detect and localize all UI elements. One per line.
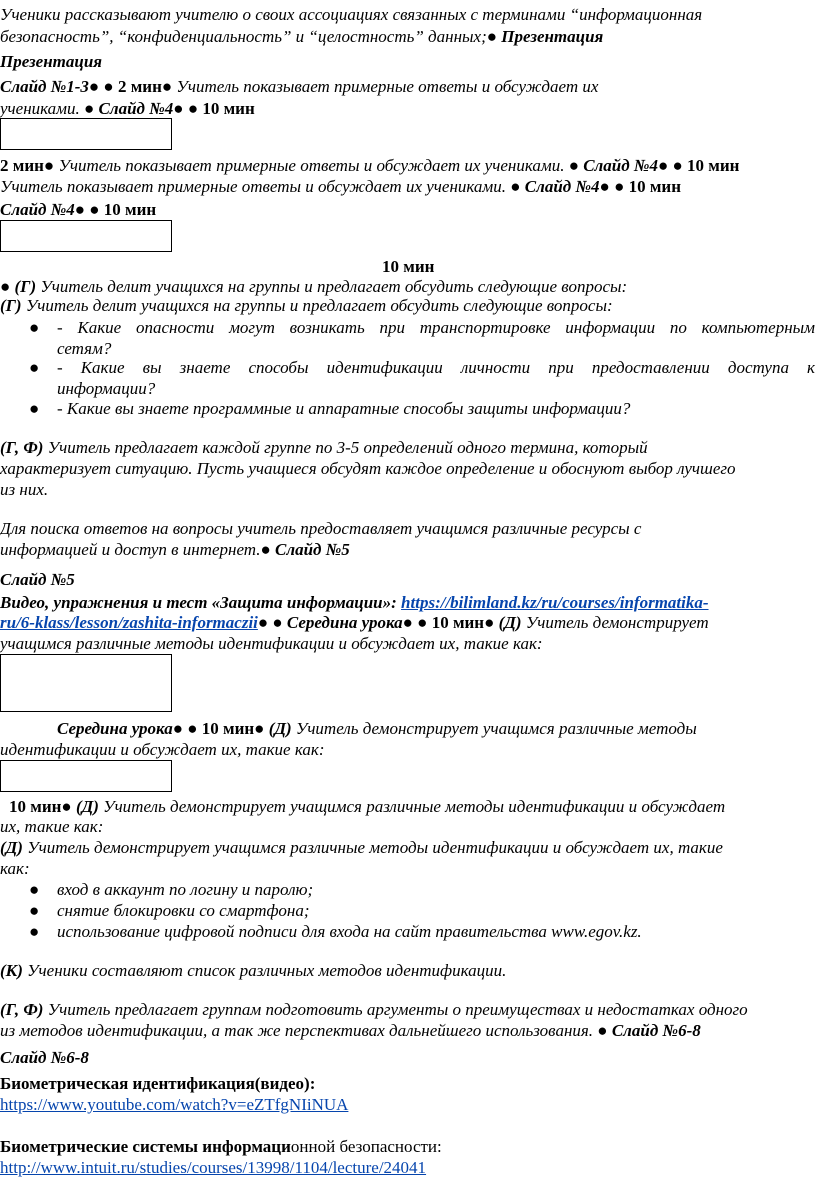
text: (Г, Ф) [0,1000,44,1019]
text-line [0,518,641,540]
text: ● 10 мин [89,200,157,219]
bullet-icon: ● [29,399,40,418]
text-line [0,1020,701,1042]
bullet-icon: ● [29,880,40,899]
text: ● Слайд №5 [260,540,350,559]
text: Учитель делит учащихся на группы и предлагает обсудить следующие вопросы: [21,296,613,315]
text: Учитель демонстрирует учащимся различные методы идентификации и обсуждает их, такие [22,838,723,857]
text: (Д) [71,797,99,816]
bullet-icon: ● [29,358,40,377]
text-line [0,858,30,880]
list-item: - Какие опасности могут возникать при транспортировке информации по компьютерным [57,318,815,337]
list-item: вход в аккаунт по логину и паролю; [57,880,314,899]
empty-box [0,654,172,712]
text-line [0,1073,315,1095]
text-line [0,295,613,317]
text: Презентация [0,52,103,71]
text-line [0,479,48,501]
text: ● Слайд №4● [506,177,615,196]
empty-box [0,118,172,150]
text: Видео, упражнения и тест «Защита информации»: [0,593,402,612]
bilimland-link-continued[interactable]: ru/6-klass/lesson/zashita-informaczii [0,613,258,632]
text: Для поиска ответов на вопросы учитель предоставляет учащимся различные ресурсы с [0,519,642,538]
text: Слайд №4● [0,200,90,219]
text: безопасность”, “конфиденциальность” и “целостность” данных; [0,27,487,46]
text-line [0,1094,348,1116]
text: ● Презентация [486,27,604,46]
text: 2 мин● [0,156,55,175]
text-line [0,633,543,655]
text-line [0,816,103,838]
list-item: сетям? [57,339,112,358]
text: 10 мин● [201,719,265,738]
text: Ученики рассказывают учителю о своих ассоциациях связанных с терминами “информационная [0,5,703,24]
text: 10 мин● [9,797,72,816]
text: ● Слайд №4● [564,156,673,175]
intuit-link[interactable]: http://www.intuit.ru/studies/courses/13998/1104/lecture/24041 [0,1158,427,1177]
text: ● 10 мин [672,156,740,175]
text: Середина урока● ● [57,719,202,738]
list-item: снятие блокировки со смартфона; [57,901,310,920]
text: Биометрическая идентификация(видео): [0,1074,316,1093]
youtube-link[interactable]: https://www.youtube.com/watch?v=eZTfgNIiNUA [0,1095,349,1114]
text: ● (Г) [0,277,37,296]
text: Учитель демонстрирует учащимся различные методы [291,719,697,738]
text: (Д) [0,838,23,857]
text-line [0,458,736,480]
text: Учитель показывает примерные ответы и обсуждает их учениками. [0,177,507,196]
text-line [0,1157,426,1179]
text: информацией и доступ в интернет. [0,540,261,559]
text-line [0,999,748,1021]
text-line [0,26,603,48]
heading [0,1047,89,1069]
text: учащимся различные методы идентификации и обсуждает их, такие как: [0,634,543,653]
text: (Г, Ф) [0,438,44,457]
bilimland-link[interactable]: https://bilimland.kz/ru/courses/informatika- [401,593,709,612]
text: Слайд №5 [0,570,75,589]
text: их, такие как: [0,817,104,836]
text: идентификации и обсуждает их, такие как: [0,740,325,759]
text: 10 мин● [431,613,495,632]
text: 2 мин● [113,77,173,96]
text: учениками. [0,99,80,118]
text: Учитель предлагает каждой группе по 3-5 определений одного термина, который [43,438,648,457]
text: (К) [0,961,23,980]
list-item: - Какие вы знаете программные и аппаратные способы защиты информации? [57,399,631,418]
text: 10 мин [382,257,435,276]
text: (Г) [0,296,22,315]
text: из методов идентификации, а так же перспективах дальнейшего использования. [0,1021,594,1040]
text: Учитель предлагает группам подготовить аргументы о преимуществах и недостатках одного [43,1000,748,1019]
text: Слайд №6-8 [0,1048,89,1067]
bullet-icon: ● [29,922,40,941]
text-line [9,796,725,818]
text: ● 10 мин [614,177,681,196]
bullet-icon: ● [29,318,40,337]
text: Учитель демонстрирует учащимся различные методы идентификации и обсуждает [98,797,726,816]
bullet-icon: ● [29,901,40,920]
text-line [0,837,723,859]
text: из них. [0,480,49,499]
text-line [0,592,709,614]
text: Слайд №1-3● ● [0,77,114,96]
text: (Д) [264,719,292,738]
empty-box [0,220,172,252]
text-line [0,155,739,177]
text: ● Слайд №4● [79,99,188,118]
list-item: использование цифровой подписи для входа на сайт правительства www.egov.kz. [57,922,642,941]
text-line [0,739,325,761]
text: (Д) [494,613,522,632]
text: как: [0,859,30,878]
text-line [0,98,255,120]
text: онной безопасности: [290,1137,442,1156]
text: Ученики составляют список различных методов идентификации. [22,961,507,980]
heading [0,569,75,591]
text: ● ● Середина урока● ● [257,613,432,632]
text: Биометрические системы информаци [0,1137,291,1156]
text-line [0,199,156,221]
text-line [57,718,697,740]
text: Учитель демонстрирует [521,613,709,632]
text-line [0,1136,442,1158]
text: ● 10 мин [187,99,255,118]
text-line [0,76,598,98]
text: Учитель показывает примерные ответы и обсуждает их [172,77,599,96]
heading [0,51,102,73]
text-line [0,437,648,459]
text-line [0,4,702,26]
text-line [0,176,681,198]
list-item: информации? [57,379,156,398]
empty-box [0,760,172,792]
text: ● Слайд №6-8 [593,1021,701,1040]
text: характеризует ситуацию. Пусть учащиеся обсудят каждое определение и обоснуют выбор лучшего [0,459,736,478]
text-line [0,539,350,561]
text-line [0,960,506,982]
time-label [382,256,434,278]
text: Учитель показывает примерные ответы и обсуждает их учениками. [54,156,565,175]
text: Учитель делит учащихся на группы и предлагает обсудить следующие вопросы: [36,277,628,296]
text-line [0,612,709,634]
list-item: - Какие вы знаете способы идентификации личности при предоставлении доступа к [57,358,815,377]
